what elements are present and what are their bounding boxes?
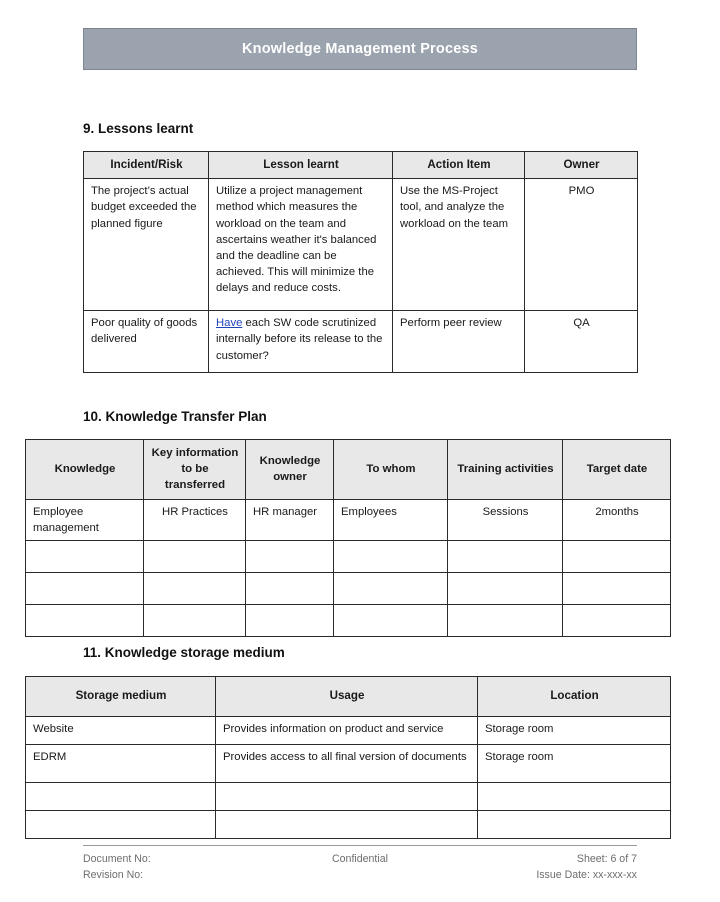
cell-knowledge-owner	[246, 604, 334, 636]
lessons-learnt-table	[83, 151, 638, 373]
cell-action-item: Use the MS-Project tool, and analyze the workload on the team	[393, 179, 525, 311]
cell-location	[478, 811, 671, 839]
cell-to-whom	[334, 604, 448, 636]
cell-storage-medium	[26, 811, 216, 839]
cell-location: Storage room	[478, 717, 671, 745]
cell-knowledge	[26, 540, 144, 572]
cell-training-activities	[448, 604, 563, 636]
table-row	[26, 499, 671, 540]
column-header-knowledge-owner: Knowledge owner	[246, 440, 334, 500]
table-row	[26, 717, 671, 745]
table-row	[26, 745, 671, 783]
column-header-action-item: Action Item	[393, 152, 525, 179]
footer-issue-date: Issue Date: xx-xxx-xx	[536, 869, 637, 882]
table-header-row	[26, 440, 671, 500]
column-header-key-information: Key information to be transferred	[144, 440, 246, 500]
table-header-row	[84, 152, 638, 179]
cell-lesson-learnt-text: Utilize a project management method which measures the workload on the team and ascertains weather it's balanced and the deadline can be achieved. This will minimize the delays and reduce costs.	[216, 185, 377, 294]
cell-knowledge	[26, 572, 144, 604]
cell-usage	[216, 811, 478, 839]
document-title-banner	[83, 28, 637, 70]
cell-key-information: HR Practices	[144, 499, 246, 540]
column-header-incident-risk: Incident/Risk	[84, 152, 209, 179]
page-footer	[83, 845, 637, 884]
column-header-storage-medium: Storage medium	[26, 677, 216, 717]
table-row	[26, 783, 671, 811]
cell-lesson-learnt	[209, 179, 393, 311]
cell-owner: PMO	[525, 179, 638, 311]
cell-training-activities	[448, 572, 563, 604]
cell-usage: Provides information on product and service	[216, 717, 478, 745]
cell-storage-medium: Website	[26, 717, 216, 745]
column-header-to-whom: To whom	[334, 440, 448, 500]
section-heading-knowledge-transfer-plan: 10. Knowledge Transfer Plan	[83, 409, 267, 424]
cell-key-information	[144, 604, 246, 636]
cell-incident-risk: The project’s actual budget exceeded the planned figure	[84, 179, 209, 311]
section-heading-lessons-learnt: 9. Lessons learnt	[83, 121, 194, 136]
knowledge-transfer-plan-table	[25, 439, 671, 637]
document-title: Knowledge Management Process	[241, 41, 479, 57]
cell-training-activities	[448, 540, 563, 572]
cell-lesson-learnt-text: each SW code scrutinized internally before its release to the customer?	[216, 317, 383, 362]
cell-knowledge-owner: HR manager	[246, 499, 334, 540]
section-heading-knowledge-storage-medium: 11. Knowledge storage medium	[83, 645, 285, 660]
footer-document-no: Document No:	[83, 853, 151, 865]
table-row	[84, 311, 638, 373]
footer-row-top	[83, 851, 637, 867]
column-header-lesson-learnt: Lesson learnt	[209, 152, 393, 179]
cell-to-whom	[334, 572, 448, 604]
footer-revision-no: Revision No:	[83, 869, 144, 882]
cell-knowledge	[26, 604, 144, 636]
cell-usage	[216, 783, 478, 811]
table-row	[26, 540, 671, 572]
cell-action-item: Perform peer review	[393, 311, 525, 373]
cell-usage: Provides access to all final version of documents	[216, 745, 478, 783]
table-row	[84, 179, 638, 311]
cell-knowledge-owner	[246, 572, 334, 604]
cell-training-activities: Sessions	[448, 499, 563, 540]
column-header-training-activities: Training activities	[448, 440, 563, 500]
cell-location	[478, 783, 671, 811]
cell-target-date: 2months	[563, 499, 671, 540]
cell-target-date	[563, 540, 671, 572]
footer-confidential: Confidential	[332, 853, 388, 865]
column-header-owner: Owner	[525, 152, 638, 179]
cell-key-information	[144, 572, 246, 604]
footer-row-bottom	[83, 867, 637, 883]
cell-key-information	[144, 540, 246, 572]
cell-target-date	[563, 604, 671, 636]
table-row	[26, 811, 671, 839]
cell-storage-medium: EDRM	[26, 745, 216, 783]
cell-target-date	[563, 572, 671, 604]
cell-owner: QA	[525, 311, 638, 373]
cell-location: Storage room	[478, 745, 671, 783]
lesson-learnt-hyperlink[interactable]: Have	[216, 317, 243, 330]
column-header-location: Location	[478, 677, 671, 717]
column-header-knowledge: Knowledge	[26, 440, 144, 500]
table-header-row	[26, 677, 671, 717]
column-header-target-date: Target date	[563, 440, 671, 500]
cell-knowledge: Employee management	[26, 499, 144, 540]
column-header-usage: Usage	[216, 677, 478, 717]
table-row	[26, 572, 671, 604]
footer-sheet-number: Sheet: 6 of 7	[576, 853, 637, 865]
knowledge-storage-medium-table	[25, 676, 671, 839]
cell-storage-medium	[26, 783, 216, 811]
cell-to-whom: Employees	[334, 499, 448, 540]
cell-to-whom	[334, 540, 448, 572]
cell-knowledge-owner	[246, 540, 334, 572]
cell-lesson-learnt	[209, 311, 393, 373]
cell-incident-risk: Poor quality of goods delivered	[84, 311, 209, 373]
table-row	[26, 604, 671, 636]
